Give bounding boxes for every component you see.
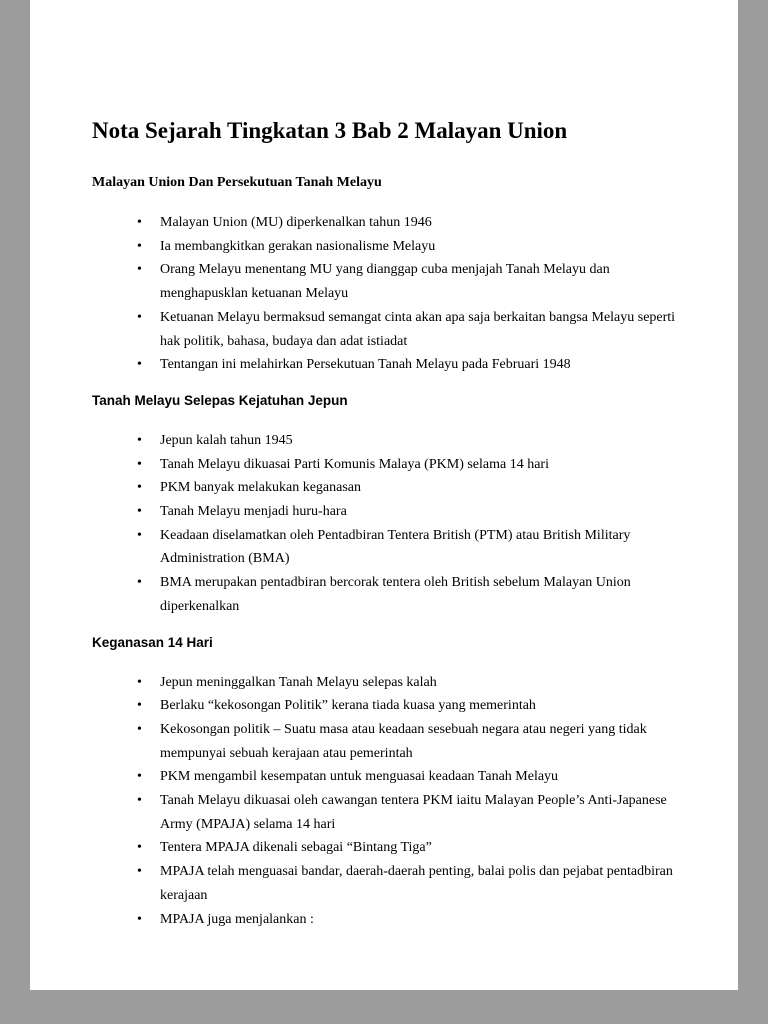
bullet-item: • BMA merupakan pentadbiran bercorak tentera oleh British sebelum Malayan Union diperkenalkan (92, 571, 680, 618)
bullet-item: • Ketuanan Melayu bermaksud semangat cinta akan apa saja berkaitan bangsa Melayu seperti hak politik, bahasa, budaya dan adat istiadat (92, 306, 680, 353)
section-heading-keganasan-14-hari: Keganasan 14 Hari (92, 634, 213, 650)
bullet-item: • Malayan Union (MU) diperkenalkan tahun 1946 (92, 211, 680, 235)
section-heading-tanah-melayu-selepas-kejatuhan-jepun: Tanah Melayu Selepas Kejatuhan Jepun (92, 392, 348, 408)
bullet-item: • Ia membangkitkan gerakan nasionalisme Melayu (92, 235, 680, 259)
bullet-item: • Berlaku “kekosongan Politik” kerana tiada kuasa yang memerintah (92, 694, 680, 718)
bullet-item: • Tentera MPAJA dikenali sebagai “Bintang Tiga” (92, 836, 680, 860)
bullet-item: • Tanah Melayu menjadi huru-hara (92, 500, 680, 524)
bullet-item: • Kekosongan politik – Suatu masa atau keadaan sesebuah negara atau negeri yang tidak mempunyai sebuah kerajaan atau pemerintah (92, 718, 680, 765)
document-title: Nota Sejarah Tingkatan 3 Bab 2 Malayan Union (92, 118, 568, 143)
bullet-list-selepas-kejatuhan-jepun (92, 429, 680, 619)
bullet-item: • MPAJA telah menguasai bandar, daerah-daerah penting, balai polis dan pejabat pentadbiran kerajaan (92, 860, 680, 907)
bullet-item: • Keadaan diselamatkan oleh Pentadbiran Tentera British (PTM) atau British Military Administration (BMA) (92, 524, 680, 571)
bullet-item: • Tanah Melayu dikuasai Parti Komunis Malaya (PKM) selama 14 hari (92, 453, 680, 477)
bullet-item: • MPAJA juga menjalankan : (92, 908, 680, 932)
bullet-item: • PKM mengambil kesempatan untuk menguasai keadaan Tanah Melayu (92, 765, 680, 789)
bullet-item: • Orang Melayu menentang MU yang dianggap cuba menjajah Tanah Melayu dan menghapusklan ketuanan Melayu (92, 258, 680, 305)
bullet-item: • Jepun meninggalkan Tanah Melayu selepas kalah (92, 671, 680, 695)
bullet-list-keganasan-14-hari (92, 671, 680, 932)
bullet-item: • Jepun kalah tahun 1945 (92, 429, 680, 453)
bullet-item: • PKM banyak melakukan keganasan (92, 476, 680, 500)
bullet-item: • Tentangan ini melahirkan Persekutuan Tanah Melayu pada Februari 1948 (92, 353, 680, 377)
section-heading-malayan-union: Malayan Union Dan Persekutuan Tanah Melayu (92, 175, 382, 190)
bullet-list-malayan-union (92, 211, 680, 377)
document-page (30, 0, 738, 990)
bullet-item: • Tanah Melayu dikuasai oleh cawangan tentera PKM iaitu Malayan People’s Anti-Japanese Army (MPAJA) selama 14 hari (92, 789, 680, 836)
